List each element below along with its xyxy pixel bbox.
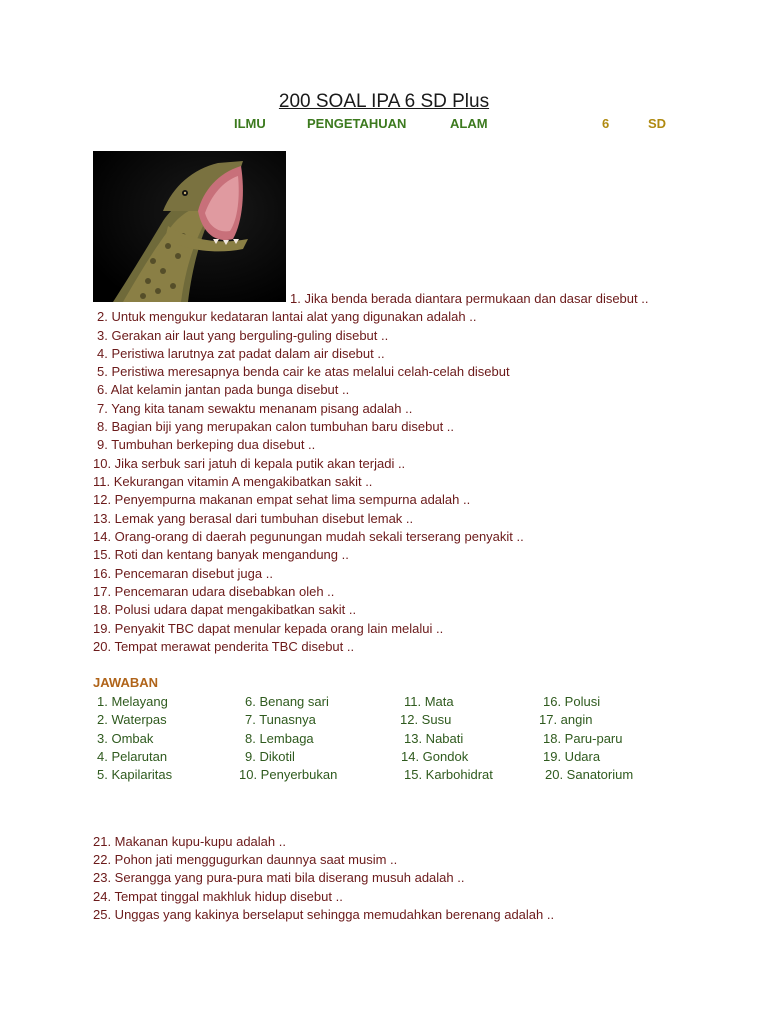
page-title: 200 SOAL IPA 6 SD Plus <box>278 91 490 112</box>
question-item: 4. Peristiwa larutnya zat padat dalam air disebut .. <box>97 346 385 361</box>
question-item: 23. Serangga yang pura-pura mati bila diserang musuh adalah .. <box>93 870 465 885</box>
answer-item: 1. Melayang <box>97 694 168 709</box>
question-item: 6. Alat kelamin jantan pada bunga disebut .. <box>97 382 350 397</box>
answer-item: 16. Polusi <box>543 694 601 709</box>
answer-item: 12. Susu <box>400 712 452 727</box>
question-item: 22. Pohon jati menggugurkan daunnya saat musim .. <box>93 852 398 867</box>
question-item: 18. Polusi udara dapat mengakibatkan sakit .. <box>93 602 357 617</box>
subtitle-word: PENGETAHUAN <box>307 116 407 131</box>
question-item: 10. Jika serbuk sari jatuh di kepala putik akan terjadi .. <box>93 456 406 471</box>
question-item: 7. Yang kita tanam sewaktu menanam pisang adalah .. <box>97 401 413 416</box>
question-item: 8. Bagian biji yang merupakan calon tumbuhan baru disebut .. <box>97 419 455 434</box>
answer-item: 9. Dikotil <box>245 749 295 764</box>
answer-item: 20. Sanatorium <box>545 767 634 782</box>
subtitle-word: ILMU <box>234 116 266 131</box>
question-item: 13. Lemak yang berasal dari tumbuhan disebut lemak .. <box>93 511 414 526</box>
answer-item: 18. Paru-paru <box>543 731 623 746</box>
answer-item: 11. Mata <box>404 694 454 709</box>
jawaban-heading: JAWABAN <box>93 675 159 690</box>
answer-item: 6. Benang sari <box>245 694 329 709</box>
question-item: 12. Penyempurna makanan empat sehat lima sempurna adalah .. <box>93 492 471 507</box>
answer-item: 15. Karbohidrat <box>404 767 493 782</box>
answer-item: 17. angin <box>539 712 593 727</box>
answer-item: 7. Tunasnya <box>245 712 316 727</box>
answer-item: 13. Nabati <box>404 731 464 746</box>
komodo-dragon-photo <box>93 151 286 302</box>
answer-item: 14. Gondok <box>401 749 469 764</box>
subtitle-word: SD <box>648 116 667 131</box>
question-item: 20. Tempat merawat penderita TBC disebut .. <box>93 639 355 654</box>
subtitle-word: ALAM <box>450 116 488 131</box>
answer-item: 3. Ombak <box>97 731 154 746</box>
question-item: 17. Pencemaran udara disebabkan oleh .. <box>93 584 335 599</box>
answer-item: 19. Udara <box>543 749 601 764</box>
question-item: 5. Peristiwa meresapnya benda cair ke atas melalui celah-celah disebut <box>97 364 510 379</box>
question-item: 21. Makanan kupu-kupu adalah .. <box>93 834 286 849</box>
question-item: 1. Jika benda berada diantara permukaan dan dasar disebut .. <box>290 291 649 306</box>
question-item: 15. Roti dan kentang banyak mengandung .. <box>93 547 349 562</box>
question-item: 11. Kekurangan vitamin A mengakibatkan sakit .. <box>93 474 373 489</box>
answer-item: 4. Pelarutan <box>97 749 168 764</box>
answer-item: 2. Waterpas <box>97 712 167 727</box>
question-item: 19. Penyakit TBC dapat menular kepada orang lain melalui .. <box>93 621 444 636</box>
answer-item: 8. Lembaga <box>245 731 314 746</box>
answer-item: 10. Penyerbukan <box>239 767 338 782</box>
subtitle-word: 6 <box>602 116 610 131</box>
question-item: 24. Tempat tinggal makhluk hidup disebut .. <box>93 889 343 904</box>
question-item: 25. Unggas yang kakinya berselaput sehingga memudahkan berenang adalah .. <box>93 907 555 922</box>
question-item: 16. Pencemaran disebut juga .. <box>93 566 273 581</box>
komodo-dragon-icon <box>93 151 286 302</box>
question-item: 3. Gerakan air laut yang berguling-guling disebut .. <box>97 328 389 343</box>
question-item: 2. Untuk mengukur kedataran lantai alat yang digunakan adalah .. <box>97 309 477 324</box>
answer-item: 5. Kapilaritas <box>97 767 173 782</box>
question-item: 14. Orang-orang di daerah pegunungan mudah sekali terserang penyakit .. <box>93 529 524 544</box>
question-item: 9. Tumbuhan berkeping dua disebut .. <box>97 437 316 452</box>
